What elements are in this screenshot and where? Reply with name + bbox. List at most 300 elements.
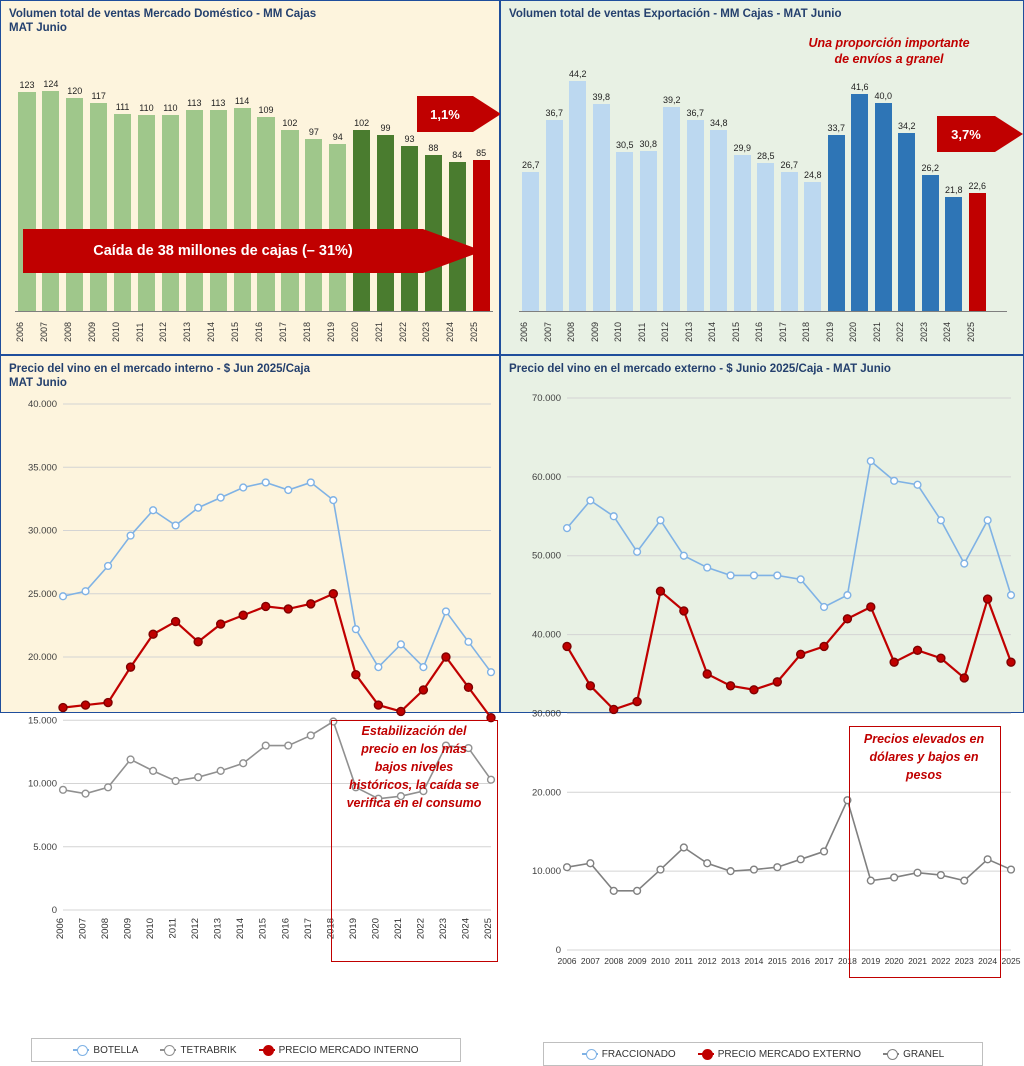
bar [162,115,179,311]
panel-internal-price [0,355,500,1056]
series-point [984,595,992,603]
series-point [82,588,89,595]
bar-value-label: 110 [139,103,154,114]
bar-value-label: 123 [19,80,35,91]
series-point [634,887,641,894]
x-tick-label: 2014 [707,321,717,343]
bar-value-label: 41,6 [850,82,869,93]
bar-column [825,61,849,311]
series-point [127,532,134,539]
series-point [104,699,112,707]
bar [898,133,915,311]
bar-column [230,71,254,311]
series-point [329,590,337,598]
x-tick-label: 2018 [301,321,312,343]
panel-title-external [509,362,891,376]
series-point [464,683,472,691]
bar-value-label: 120 [67,85,83,96]
panel-title-internal-line1: Precio del vino en el mercado interno - $ Jun 2025/Caja [9,363,311,375]
callout-pct-export [937,116,1023,152]
bar-column [966,61,990,311]
series-point [1008,866,1015,873]
legend-item[interactable] [883,1049,944,1060]
x-tick-label: 2009 [122,918,134,940]
legend-label: PRECIO MERCADO EXTERNO [717,1048,862,1060]
series-line [63,482,491,672]
series-point [797,856,804,863]
callout-note-internal [335,722,493,812]
bar-value-label: 111 [115,101,130,112]
x-tick-label: 2012 [158,321,169,343]
y-tick-label: 30.000 [531,708,561,720]
bar-column [801,61,825,311]
bar-value-label: 113 [211,98,226,109]
series-point [937,654,945,662]
panel-title-internal-line2: MAT Junio [9,377,67,389]
bar-value-label: 93 [404,133,415,144]
legend-label: PRECIO MERCADO INTERNO [278,1044,419,1056]
series-point [751,572,758,579]
x-tick-label: 2013 [212,918,224,940]
series-point [704,564,711,571]
x-tick-label: 2006 [519,321,529,343]
series-point [397,707,405,715]
series-point [657,866,664,873]
bar [593,104,610,311]
bar [234,108,251,311]
series-point [59,704,67,712]
x-tick-label: 2009 [86,321,97,343]
y-tick-label: 0 [51,905,57,916]
series-point [704,860,711,867]
bar-value-label: 84 [452,149,463,160]
bar [42,91,59,311]
series-point [195,504,202,511]
bar-value-label: 30,8 [639,138,658,149]
bar-column [895,61,919,311]
x-tick-label: 2014 [235,918,247,940]
callout-note-export-line1: Una proporción importante [808,36,970,50]
series-point [82,790,89,797]
x-tick-label: 2022 [895,321,905,343]
bar-column [754,61,778,311]
series-point [960,674,968,682]
x-tick-label: 2023 [954,956,974,966]
bar-value-label: 110 [163,103,178,114]
x-tick-label: 2018 [801,321,811,343]
callout-note-internal-line2: precio en los más [361,742,467,756]
series-point [150,767,157,774]
callout-note-internal-line4: históricos, la caída se [349,778,479,792]
bar-column [707,61,731,311]
x-tick-label: 2012 [660,321,670,343]
bar-column [39,71,63,311]
x-tick-label: 2007 [38,321,49,343]
series-point [307,479,314,486]
x-tick-label: 2025 [469,321,480,343]
series-point [82,701,90,709]
series-point [844,592,851,599]
x-tick-label: 2018 [325,918,337,940]
x-tick-label: 2006 [55,918,66,940]
series-point [172,778,179,785]
x-tick-label: 2011 [134,322,145,342]
callout-note-internal-line3: bajos niveles [374,760,454,774]
legend-item[interactable] [73,1045,138,1056]
series-point [564,864,571,871]
series-point [1008,592,1015,599]
series-line [567,591,1011,709]
legend-internal [31,1038,461,1062]
series-point [587,860,594,867]
x-tick-label: 2020 [848,321,858,343]
y-tick-label: 10.000 [531,866,561,878]
bar [281,130,298,311]
bar-value-label: 26,2 [921,162,940,173]
series-point [774,572,781,579]
bar-value-label: 22,6 [968,181,987,192]
series-point [488,669,495,676]
bar [329,144,346,311]
panel-title-export [509,7,841,21]
series-point [914,481,921,488]
series-point [727,868,734,875]
y-tick-label: 25.000 [27,588,57,600]
series-point [352,626,359,633]
series-point [891,477,898,484]
y-tick-label: 20.000 [27,652,57,663]
x-tick-label: 2017 [302,918,314,940]
x-axis-domestic [15,311,493,312]
legend-label: TETRABRIK [180,1044,237,1056]
series-point [867,458,874,465]
legend-item[interactable] [698,1049,861,1060]
bar-value-label: 34,2 [897,120,916,131]
y-tick-label: 0 [555,945,561,956]
callout-note-external-line2: dólares y bajos en [869,750,979,764]
legend-marker [702,1049,713,1060]
bar-value-label: 36,7 [686,107,705,118]
x-tick-label: 2015 [257,918,269,940]
series-point [680,844,687,851]
x-tick-label: 2010 [145,918,157,940]
x-tick-label: 2020 [884,956,904,966]
x-tick-label: 2019 [861,956,881,966]
bar [969,193,986,311]
x-tick-label: 2010 [110,321,121,343]
series-point [961,560,968,567]
x-axis-export [519,311,1007,312]
series-line [63,594,491,718]
legend-marker [887,1049,898,1060]
x-tick-label: 2017 [777,321,788,343]
bar-value-label: 28,5 [756,150,775,161]
bar-column [350,71,374,311]
x-tick-label: 2025 [965,321,976,343]
legend-item[interactable] [582,1049,676,1060]
series-point [610,513,617,520]
series-point [149,630,157,638]
x-tick-label: 2023 [421,321,432,343]
series-point [465,638,472,645]
series-point [633,698,641,706]
series-point [262,479,269,486]
x-tick-label: 2025 [483,918,494,940]
bar-value-label: 26,7 [521,159,540,170]
x-tick-label: 2018 [837,956,857,966]
panel-title-domestic [9,7,316,35]
x-tick-label: 2020 [370,918,382,940]
x-tick-label: 2013 [721,956,741,966]
bar-column [302,71,326,311]
x-tick-label: 2024 [942,321,952,343]
series-point [586,682,594,690]
series-point [937,517,944,524]
bar [781,172,798,311]
bar-column [63,71,87,311]
series-point [821,604,828,611]
bar-value-label: 102 [354,117,370,128]
series-point [217,494,224,501]
x-tick-label: 2012 [697,956,717,966]
panel-domestic-volume [0,0,500,355]
bar [522,172,539,311]
series-point [127,663,135,671]
panel-external-price [500,355,1024,1060]
y-tick-label: 35.000 [27,462,57,474]
series-line [567,461,1011,607]
legend-item[interactable] [259,1045,419,1056]
bar-value-label: 99 [380,123,391,133]
series-point [657,517,664,524]
bar [710,130,727,311]
bar-value-label: 34,8 [709,117,728,128]
series-point [656,587,664,595]
x-tick-label: 2010 [613,321,623,343]
series-point [60,593,67,600]
x-tick-label: 2016 [791,956,811,966]
x-tick-label: 2021 [392,918,404,940]
series-point [797,576,804,583]
bar [138,115,155,311]
callout-pct-export-label: 3,7% [951,126,981,142]
bar-column [519,61,543,311]
series-point [330,497,337,504]
x-tick-label: 2013 [182,321,193,343]
series-point [150,507,157,514]
legend-marker [77,1045,88,1056]
bar-column [942,61,966,311]
bar [757,163,774,311]
bar [66,98,83,311]
series-point [843,615,851,623]
legend-label: BOTELLA [93,1044,139,1056]
bar-column [637,61,661,311]
callout-note-internal-line1: Estabilización del [361,724,467,738]
series-point [172,522,179,529]
y-tick-label: 30.000 [27,525,57,537]
y-tick-label: 15.000 [27,715,57,727]
legend-marker [263,1045,274,1056]
x-tick-label: 2021 [373,321,384,343]
x-tick-label: 2016 [280,918,292,940]
x-tick-label: 2012 [190,918,202,940]
series-point [680,552,687,559]
series-point [262,602,270,610]
series-point [262,742,269,749]
y-tick-label: 20.000 [531,787,561,799]
x-tick-label: 2019 [325,321,336,343]
bar [90,103,107,311]
series-point [797,650,805,658]
panel-title-export-line1: Volumen total de ventas Exportación - MM Cajas - MAT Junio [509,8,842,20]
x-tick-label: 2024 [460,918,472,940]
x-tick-label: 2024 [978,956,998,966]
legend-label: GRANEL [903,1048,945,1060]
series-point [821,848,828,855]
series-point [820,642,828,650]
series-point [914,646,922,654]
bar-column [158,71,182,311]
bar-value-label: 24,8 [803,169,822,180]
x-tick-label: 2007 [77,918,89,940]
y-tick-label: 70.000 [531,393,561,404]
bar-value-label: 102 [282,117,298,128]
bar-column [778,61,802,311]
bar-column [278,71,302,311]
series-point [773,678,781,686]
x-tick-label: 2021 [871,321,882,343]
series-point [194,638,202,646]
bar-column [87,71,111,311]
panel-title-external-line1: Precio del vino en el mercado externo - $ Junio 2025/Caja - MAT Junio [509,363,891,375]
x-tick-label: 2016 [754,321,764,343]
bar-column [206,71,230,311]
bar [305,139,322,311]
x-tick-label: 2023 [437,918,449,940]
x-tick-label: 2019 [824,321,835,343]
bar [875,103,892,311]
x-tick-label: 2011 [167,918,179,939]
bar-value-label: 109 [258,105,274,116]
bar-value-label: 29,9 [733,143,752,154]
series-point [307,732,314,739]
x-axis-labels-export [519,315,989,349]
y-tick-label: 40.000 [531,629,561,641]
y-tick-label: 10.000 [27,778,57,790]
x-tick-label: 2014 [206,321,217,343]
x-axis-labels-domestic [15,315,493,349]
bar-column [872,61,896,311]
panel-title-domestic-line1: Volumen total de ventas Mercado Doméstico - MM Cajas [9,8,317,20]
bar-value-label: 124 [43,78,59,89]
series-point [217,620,225,628]
series-point [375,664,382,671]
bar [546,120,563,311]
series-point [352,671,360,679]
x-tick-label: 2008 [62,321,73,343]
x-tick-label: 2007 [542,321,553,343]
bar-column [182,71,206,311]
bar [922,175,939,311]
bar-column [374,71,398,311]
bar-value-label: 36,7 [545,107,564,118]
panel-title-internal [9,362,310,390]
x-tick-label: 2011 [674,956,693,966]
callout-note-external-line1: Precios elevados en [863,732,985,746]
series-point [750,686,758,694]
series-point [240,484,247,491]
bar-value-label: 88 [428,142,439,153]
bar-value-label: 40,0 [874,90,893,101]
bar [687,120,704,311]
bar [257,117,274,311]
series-point [60,786,67,793]
series-point [587,497,594,504]
x-tick-label: 2008 [604,956,624,966]
legend-marker [586,1049,597,1060]
x-tick-label: 2017 [814,956,834,966]
callout-note-internal-line5: verifica en el consumo [346,796,482,810]
x-tick-label: 2022 [397,321,408,343]
panel-export-volume [500,0,1024,355]
legend-item[interactable] [160,1045,236,1056]
bar [945,197,962,311]
x-tick-label: 2008 [100,918,112,940]
x-tick-label: 2021 [908,956,927,966]
legend-external [543,1042,983,1066]
callout-note-export-line2: de envíos a granel [834,52,944,66]
series-point [984,517,991,524]
x-tick-label: 2015 [767,956,787,966]
bar-column [543,61,567,311]
bar-value-label: 30,5 [615,140,634,151]
series-point [285,742,292,749]
x-tick-label: 2015 [730,321,741,343]
bar [114,114,131,311]
series-point [374,701,382,709]
bar-column [660,61,684,311]
y-tick-label: 40.000 [27,399,57,410]
series-point [727,572,734,579]
x-tick-label: 2025 [1001,956,1021,966]
bar-column [731,61,755,311]
bar [377,135,394,311]
series-point [105,784,112,791]
bar-value-label: 94 [332,131,343,142]
series-point [307,600,315,608]
legend-label: FRACCIONADO [601,1048,676,1060]
bar [734,155,751,311]
x-tick-label: 2013 [683,321,694,343]
bar-column [590,61,614,311]
series-point [172,618,180,626]
series-point [284,605,292,613]
series-point [195,774,202,781]
series-point [774,864,781,871]
x-tick-label: 2006 [557,956,577,966]
x-tick-label: 2014 [744,956,764,966]
x-tick-label: 2024 [445,321,456,343]
bar-value-label: 117 [91,91,106,101]
x-tick-label: 2022 [415,918,427,940]
bar-column [135,71,159,311]
x-tick-label: 2011 [636,322,647,342]
series-point [680,607,688,615]
series-point [890,658,898,666]
series-point [239,611,247,619]
bar-value-label: 113 [187,98,202,109]
